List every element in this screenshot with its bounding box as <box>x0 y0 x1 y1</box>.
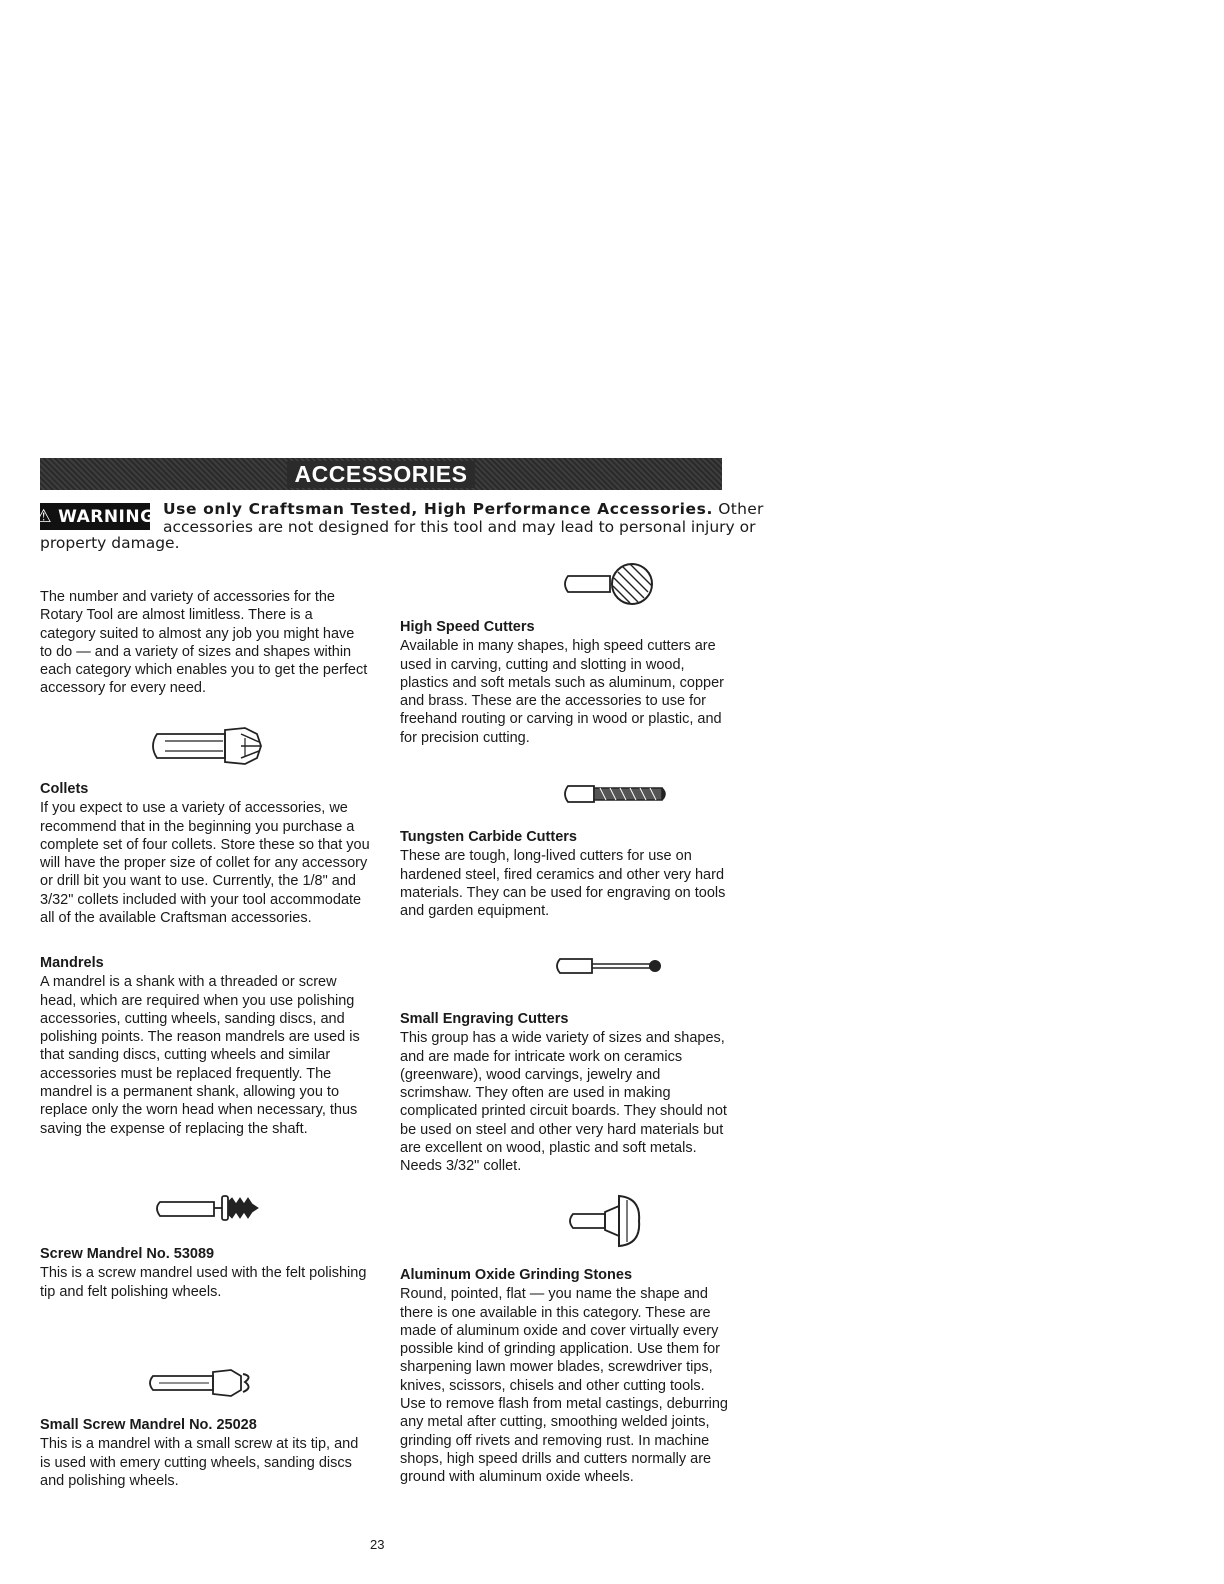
small-screw-mandrel-section <box>40 1416 370 1490</box>
screw-mandrel-icon <box>152 1192 267 1224</box>
intro-paragraph <box>40 588 370 698</box>
tungsten-body: These are tough, long-lived cutters for use on hardened steel, fired ceramics and other very hard materials. They can be used for engraving on tools and garden equipment. <box>400 848 726 920</box>
tungsten-section <box>400 828 730 920</box>
warning-line-1 <box>163 500 764 518</box>
page-title: ACCESSORIES <box>287 461 476 488</box>
engraving-heading: Small Engraving Cutters <box>400 1011 569 1027</box>
warning-badge-label: WARNING <box>58 506 155 527</box>
small-screw-mandrel-icon <box>145 1366 260 1398</box>
mandrels-section <box>40 954 370 1138</box>
engraving-body: This group has a wide variety of sizes and shapes, and are made for intricate work on ceramics (greenware), wood carvings, jewelry and scrimshaw. They often are used in making complicated printed circuit boards. They should not be used on steel and other very hard materials but are excellent on wood, plastic and soft metals. Needs 3/32" collet. <box>400 1030 727 1175</box>
small-screw-mandrel-heading: Small Screw Mandrel No. 25028 <box>40 1417 257 1433</box>
high-speed-body: Available in many shapes, high speed cutters are used in carving, cutting and slotting in wood, plastics and soft metals such as aluminum, copper and brass. These are the accessories to use for freehand routing or carving in wood or plastic, and for precision cutting. <box>400 638 724 746</box>
mandrels-heading: Mandrels <box>40 955 104 971</box>
page-number: 23 <box>370 1537 385 1552</box>
intro-text: The number and variety of accessories for the Rotary Tool are almost limitless. There is a category suited to almost any job you might have to do — and a variety of sizes and shapes within each category which enables you to get the perfect accessory for every need. <box>40 589 368 697</box>
screw-mandrel-body: This is a screw mandrel used with the felt polishing tip and felt polishing wheels. <box>40 1265 367 1300</box>
collets-body: If you expect to use a variety of accessories, we recommend that in the beginning you purchase a complete set of four collets. Store these so that you will have the proper size of collet for any accessory or drill bit you want to use. Currently, the 1/8" and 3/32" collets included with your tool accommodate all of the available Craftsman accessories. <box>40 800 370 927</box>
collets-section <box>40 780 370 927</box>
warning-line-2: accessories are not designed for this tool and may lead to personal injury or <box>163 518 756 536</box>
engraving-section <box>400 1010 730 1176</box>
section-banner <box>40 458 722 490</box>
high-speed-section <box>400 618 730 747</box>
warning-line-3: property damage. <box>40 534 180 552</box>
warning-badge <box>35 503 155 530</box>
tungsten-carbide-cutter-icon <box>560 782 670 806</box>
mandrels-body: A mandrel is a shank with a threaded or screw head, which are required when you use polishing accessories, cutting wheels, sanding discs, and polishing points. The reason mandrels are used is that sanding discs, cutting wheels and similar accessories must be replaced frequently. The mandrel is a permanent shank, allowing you to replace only the worn head when necessary, thus saving the expense of replacing the shaft. <box>40 974 360 1137</box>
collet-icon <box>145 724 270 768</box>
grinding-heading: Aluminum Oxide Grinding Stones <box>400 1267 633 1283</box>
warning-bold-text: Use only Craftsman Tested, High Performance Accessories. <box>163 500 713 518</box>
grinding-body: Round, pointed, flat — you name the shape and there is one available in this category. These are made of aluminum oxide and cover virtually every possible kind of grinding application. Use them for sharpening lawn mower blades, screwdriver tips, knives, scissors, chisels and other cutting tools. Use to remove flash from metal castings, deburring any metal after cutting, smoothing welded joints, grinding off rivets and removing rust. In machine shops, high speed drills and cutters normally are ground with aluminum oxide wheels. <box>400 1286 728 1486</box>
warning-line1-tail: Other <box>718 500 764 518</box>
high-speed-cutter-icon <box>560 560 660 608</box>
screw-mandrel-section <box>40 1245 370 1301</box>
collets-heading: Collets <box>40 781 89 797</box>
high-speed-heading: High Speed Cutters <box>400 619 535 635</box>
engraving-cutter-icon <box>552 954 664 978</box>
screw-mandrel-heading: Screw Mandrel No. 53089 <box>40 1246 215 1262</box>
grinding-stone-icon <box>565 1192 650 1250</box>
tungsten-heading: Tungsten Carbide Cutters <box>400 829 577 845</box>
small-screw-mandrel-body: This is a mandrel with a small screw at its tip, and is used with emery cutting wheels, sanding discs and polishing wheels. <box>40 1436 359 1489</box>
warning-triangle-icon: ⚠ <box>35 506 53 527</box>
grinding-section <box>400 1266 730 1487</box>
